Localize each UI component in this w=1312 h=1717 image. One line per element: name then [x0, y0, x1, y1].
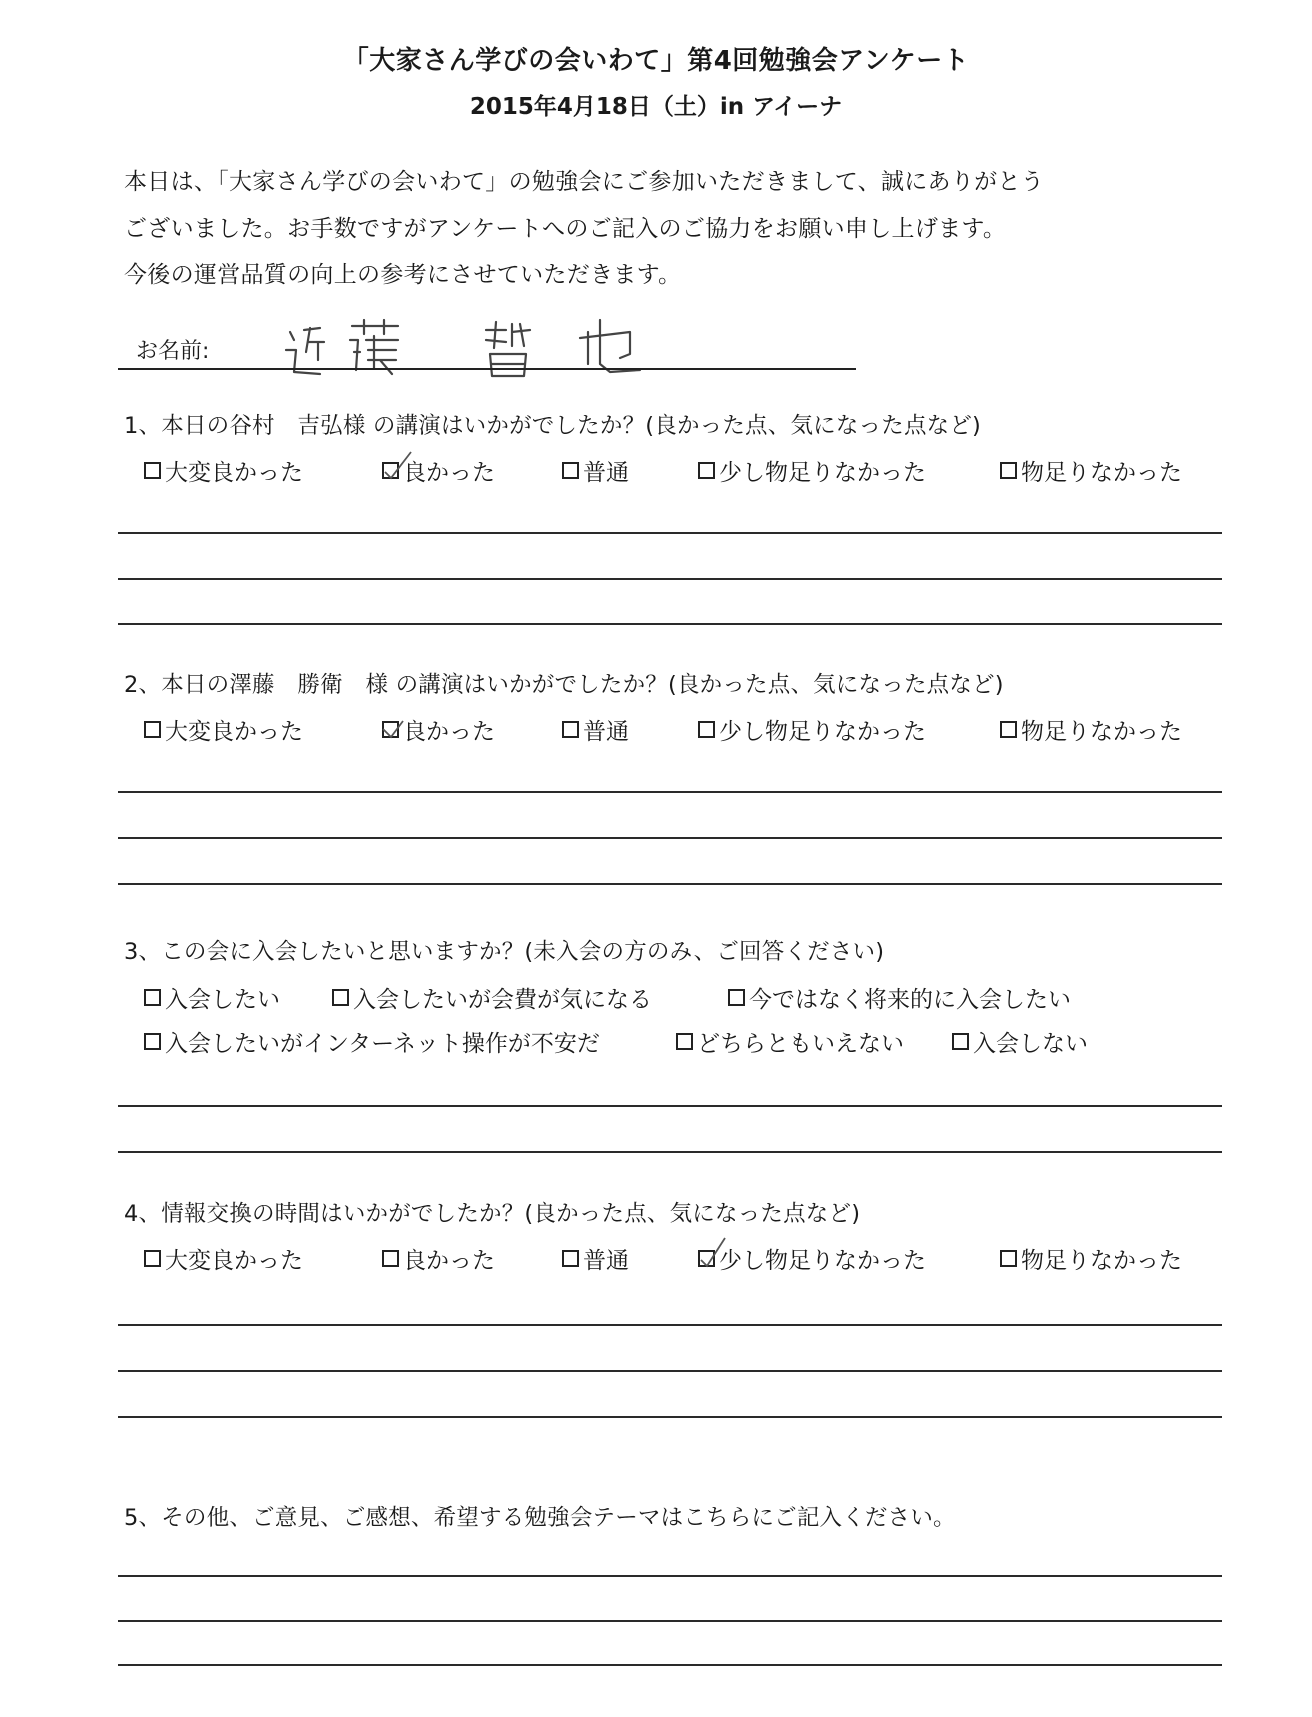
checkbox-icon[interactable] — [144, 721, 161, 738]
q1-answer-line[interactable] — [118, 532, 1222, 534]
checkbox-icon[interactable] — [562, 721, 579, 738]
checkbox-icon[interactable] — [562, 1250, 579, 1267]
q5-answer-line[interactable] — [118, 1620, 1222, 1622]
question-2: 2、本日の澤藤 勝衛 様 の講演はいかがでしたか？(良かった点、気になった点など) — [124, 672, 1004, 698]
q3-option-join-later[interactable]: 今ではなく将来的に入会したい — [728, 981, 1071, 1014]
q3-option-not-join[interactable]: 入会しない — [952, 1025, 1088, 1058]
checkbox-icon[interactable] — [698, 721, 715, 738]
handwritten-name[interactable] — [280, 312, 700, 382]
q1-answer-line[interactable] — [118, 623, 1222, 625]
q2-answer-line[interactable] — [118, 837, 1222, 839]
q1-answer-line[interactable] — [118, 578, 1222, 580]
q4-option-very-good[interactable]: 大変良かった — [144, 1242, 303, 1275]
question-4: 4、情報交換の時間はいかがでしたか？(良かった点、気になった点など) — [124, 1201, 861, 1227]
checkbox-icon[interactable] — [728, 989, 745, 1006]
name-label: お名前: — [136, 339, 210, 364]
q2-option-good[interactable]: 良かった — [382, 713, 495, 746]
q2-option-lacking[interactable]: 物足りなかった — [1000, 713, 1182, 746]
checkbox-icon[interactable] — [1000, 1250, 1017, 1267]
checkbox-icon[interactable] — [382, 1250, 399, 1267]
q1-option-slightly-lacking[interactable]: 少し物足りなかった — [698, 454, 926, 487]
checkbox-checked-icon[interactable] — [382, 462, 399, 479]
q2-option-very-good[interactable]: 大変良かった — [144, 713, 303, 746]
checkbox-icon[interactable] — [144, 462, 161, 479]
q3-option-join-internet-concern[interactable]: 入会したいがインターネット操作が不安だ — [144, 1025, 600, 1058]
checkmark-icon — [381, 450, 417, 480]
q5-answer-line[interactable] — [118, 1575, 1222, 1577]
checkbox-icon[interactable] — [676, 1033, 693, 1050]
q1-option-good[interactable]: 良かった — [382, 454, 495, 487]
q2-answer-line[interactable] — [118, 883, 1222, 885]
checkbox-icon[interactable] — [698, 462, 715, 479]
q1-option-lacking[interactable]: 物足りなかった — [1000, 454, 1182, 487]
event-date-venue: 2015年4月18日（土）in アイーナ — [469, 94, 843, 120]
q4-answer-line[interactable] — [118, 1370, 1222, 1372]
q2-option-slightly-lacking[interactable]: 少し物足りなかった — [698, 713, 926, 746]
question-3: 3、この会に入会したいと思いますか？(未入会の方のみ、ご回答ください) — [124, 939, 885, 965]
checkbox-icon[interactable] — [1000, 721, 1017, 738]
checkmark-icon — [697, 1238, 733, 1268]
intro-line-1: 本日は、「大家さん学びの会いわて」の勉強会にご参加いただきまして、誠にありがとう — [124, 169, 1045, 195]
q4-option-average[interactable]: 普通 — [562, 1242, 629, 1275]
checkbox-icon[interactable] — [1000, 462, 1017, 479]
q3-answer-line[interactable] — [118, 1105, 1222, 1107]
q3-option-join[interactable]: 入会したい — [144, 981, 280, 1014]
checkbox-icon[interactable] — [144, 1033, 161, 1050]
question-1: 1、本日の谷村 吉弘様 の講演はいかがでしたか？(良かった点、気になった点など) — [124, 413, 982, 439]
name-underline — [118, 368, 856, 370]
q2-answer-line[interactable] — [118, 791, 1222, 793]
question-5: 5、その他、ご意見、ご感想、希望する勉強会テーマはこちらにご記入ください。 — [124, 1505, 956, 1531]
checkbox-icon[interactable] — [562, 462, 579, 479]
q1-option-very-good[interactable]: 大変良かった — [144, 454, 303, 487]
page-title: 「大家さん学びの会いわて」第4回勉強会アンケート — [342, 46, 970, 76]
q1-option-average[interactable]: 普通 — [562, 454, 629, 487]
checkbox-icon[interactable] — [144, 1250, 161, 1267]
checkbox-icon[interactable] — [144, 989, 161, 1006]
q3-option-join-fee-concern[interactable]: 入会したいが会費が気になる — [332, 981, 652, 1014]
intro-line-3: 今後の運営品質の向上の参考にさせていただきます。 — [124, 262, 682, 288]
q3-option-undecided[interactable]: どちらともいえない — [676, 1025, 904, 1058]
q4-option-good[interactable]: 良かった — [382, 1242, 495, 1275]
intro-line-2: ございました。お手数ですがアンケートへのご記入のご協力をお願い申し上げます。 — [124, 216, 1007, 242]
q5-answer-line[interactable] — [118, 1664, 1222, 1666]
q4-answer-line[interactable] — [118, 1324, 1222, 1326]
q3-answer-line[interactable] — [118, 1151, 1222, 1153]
checkbox-icon[interactable] — [332, 989, 349, 1006]
checkbox-checked-icon[interactable] — [382, 721, 399, 738]
q4-option-slightly-lacking[interactable]: 少し物足りなかった — [698, 1242, 926, 1275]
checkbox-checked-icon[interactable] — [698, 1250, 715, 1267]
q2-option-average[interactable]: 普通 — [562, 713, 629, 746]
checkbox-icon[interactable] — [952, 1033, 969, 1050]
checkmark-icon — [381, 709, 417, 739]
q4-option-lacking[interactable]: 物足りなかった — [1000, 1242, 1182, 1275]
q4-answer-line[interactable] — [118, 1416, 1222, 1418]
